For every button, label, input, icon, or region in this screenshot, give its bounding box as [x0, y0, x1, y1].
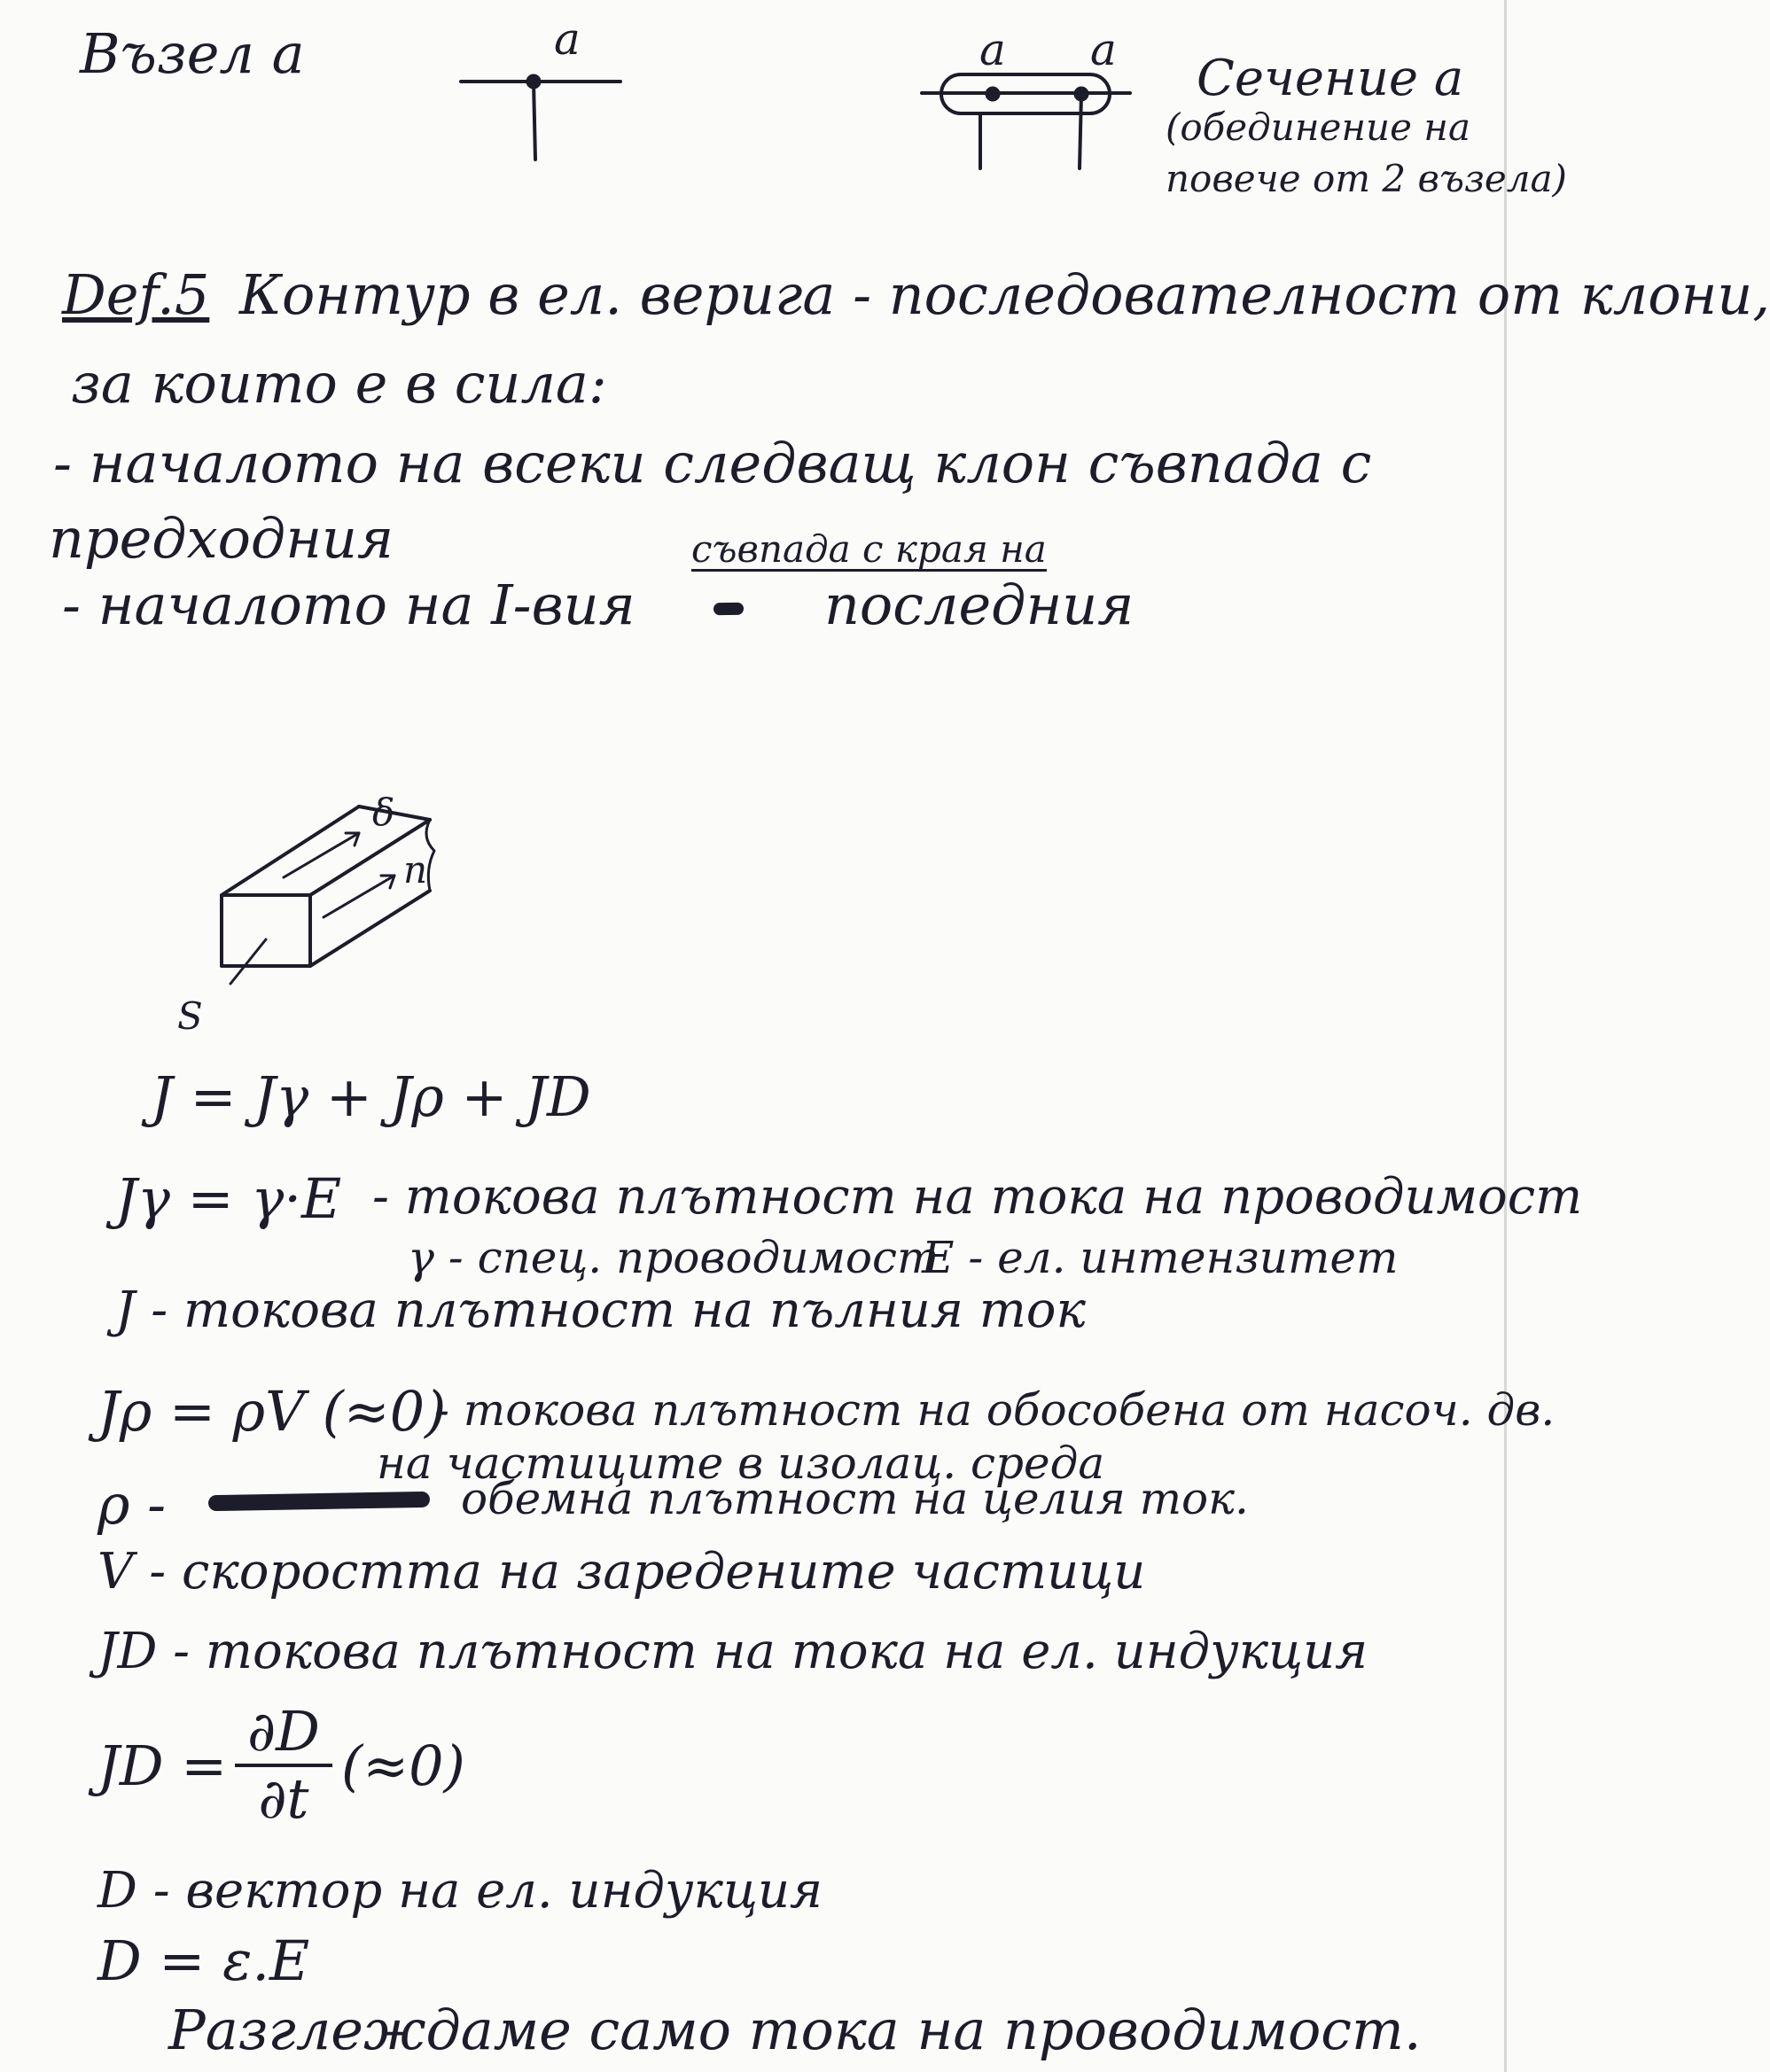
displacement-fraction — [235, 1699, 332, 1832]
node-label: Възел а — [80, 21, 305, 86]
definition-bullet1a: - началото на всеки следващ клон съвпада с — [53, 431, 1372, 495]
definition-tag: Def.5 — [62, 262, 210, 327]
conduction-density-formula: Jγ = γ·E — [115, 1166, 342, 1231]
conduction-density-desc: - токова плътност на тока на проводимост — [372, 1168, 1583, 1226]
convection-density-desc2: на частиците в изолац. среда — [377, 1437, 1105, 1489]
induction-formula: D = ε.E — [97, 1928, 310, 1993]
figure-n-label: n — [403, 848, 428, 892]
total-current-formula: J = Jγ + Jρ + JD — [151, 1064, 591, 1129]
definition-bullet1b: предходния — [49, 506, 394, 571]
final-note: Разглеждаме само тока на проводимост. — [168, 1998, 1422, 2062]
cut-marker-right: a — [1090, 24, 1117, 75]
rho-symbol: ρ - — [97, 1472, 167, 1537]
node-marker: a — [554, 13, 581, 65]
fraction-numerator: ∂D — [247, 1699, 320, 1764]
node-diagram — [452, 27, 629, 168]
definition-bullet2-insert: съвпада с края на — [691, 527, 1047, 571]
fraction-denominator: ∂t — [258, 1766, 309, 1832]
figure-s-label: S — [177, 994, 203, 1038]
intensity-desc: E - ел. интензитет — [922, 1232, 1399, 1283]
cut-label-title: Сечение а — [1197, 50, 1464, 107]
displacement-approx: (≈0) — [341, 1733, 465, 1798]
convection-density-formula: Jρ = ρV (≈0) — [97, 1379, 447, 1444]
convection-density-desc1: - токова плътност на обособена от насоч. дв. — [434, 1384, 1556, 1436]
total-density-desc: J - токова плътност на пълния ток — [115, 1281, 1086, 1339]
rho-desc: обемна плътност на целия ток. — [461, 1473, 1249, 1524]
definition-bullet2: - началото на I-вия — [62, 573, 635, 637]
definition-bullet2-end: последния — [824, 573, 1135, 637]
displacement-formula-lhs: JD = — [97, 1733, 228, 1798]
cut-label-line3: повече от 2 възела) — [1166, 157, 1567, 200]
cut-label-line2: (обединение на — [1166, 105, 1470, 149]
velocity-desc: V - скоростта на заредените частици — [97, 1543, 1146, 1601]
cut-marker-left: a — [979, 24, 1006, 75]
gamma-desc: γ - спец. проводимост — [408, 1232, 940, 1283]
displacement-density-desc: JD - токова плътност на тока на ел. индукция — [97, 1623, 1368, 1680]
crossed-out-mark — [713, 603, 744, 616]
induction-vector-desc: D - вектор на ел. индукция — [97, 1862, 823, 1920]
figure-delta-label: δ — [372, 791, 395, 834]
definition-line2: за които е в сила: — [71, 351, 607, 416]
definition-line1: Контур в ел. верига - последователност от клони, — [239, 262, 1770, 327]
